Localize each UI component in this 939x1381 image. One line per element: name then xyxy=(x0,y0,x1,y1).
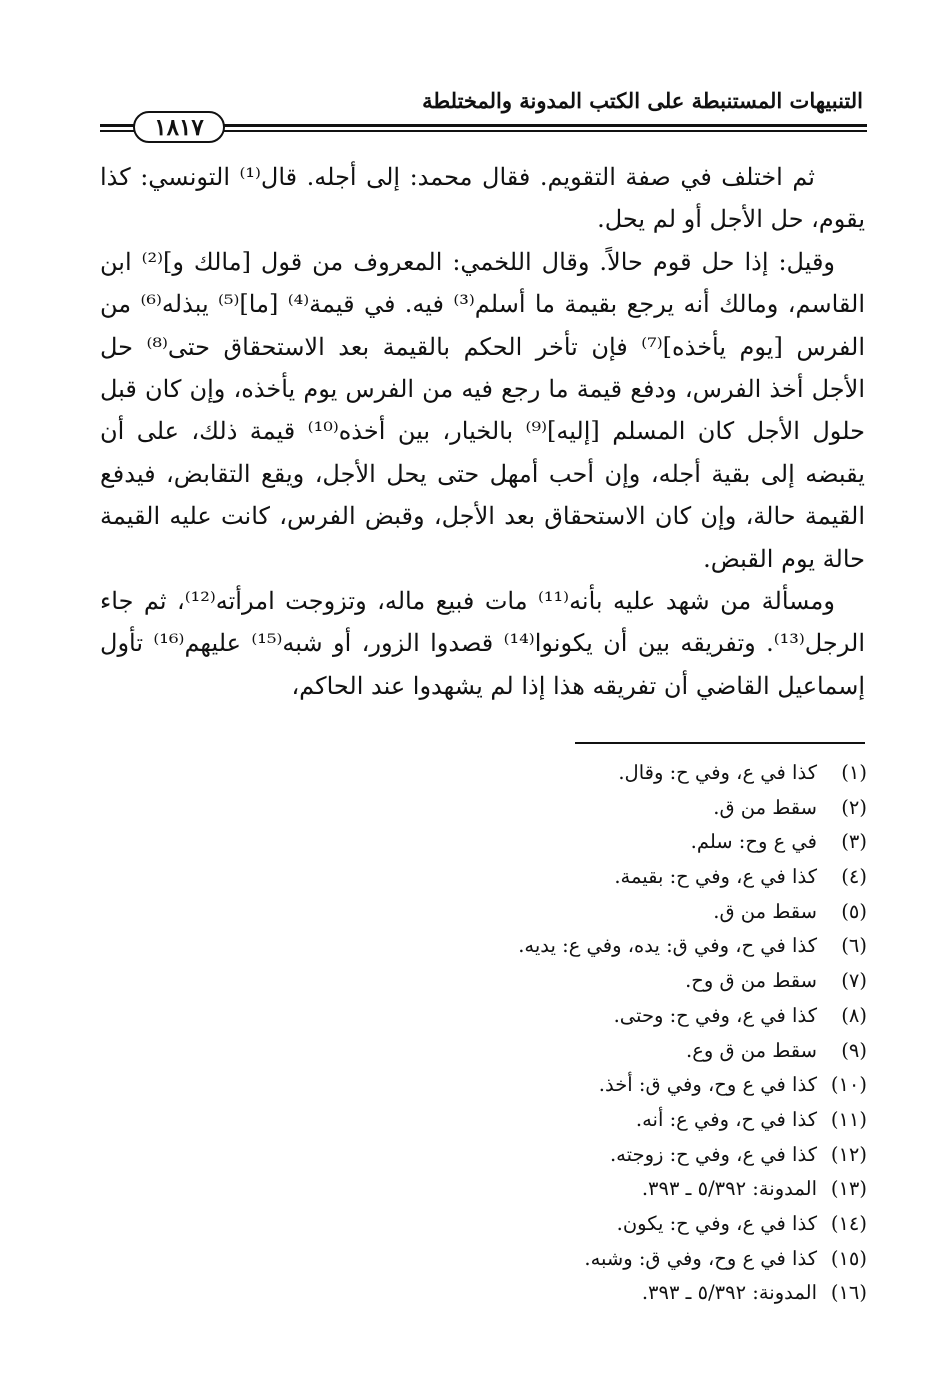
footnote-number: (٨) xyxy=(841,1003,867,1027)
footnote-text: كذا في ح، وفي ق: يده، وفي ع: يديه. xyxy=(518,934,817,958)
footnote-item xyxy=(147,1172,867,1207)
footnote-separator xyxy=(575,742,865,744)
footnote-item xyxy=(147,791,867,826)
footnote-item xyxy=(147,1034,867,1069)
footnote-item xyxy=(147,1276,867,1311)
paragraph: ثم اختلف في صفة التقويم. فقال محمد: إلى أجله. قال⁽¹⁾ التونسي: كذا يقوم، حل الأجل أو لم يحل. xyxy=(100,163,865,234)
footnote-number: (٥) xyxy=(841,899,867,923)
footnote-number: (٤) xyxy=(841,865,867,889)
footnote-number: (٧) xyxy=(841,969,867,993)
footnote-number: (٢) xyxy=(841,795,867,819)
page-number: ١٨١٧ xyxy=(154,113,204,141)
footnote-item xyxy=(147,895,867,930)
footnote-text: كذا في ع، وفي ح: وقال. xyxy=(618,761,817,784)
footnote-number: (٩) xyxy=(841,1038,867,1062)
footnote-number: (٦) xyxy=(841,934,867,958)
running-title: التنبيهات المستنبطة على الكتب المدونة والمختلطة xyxy=(422,88,863,113)
footnote-text: كذا في ع، وفي ح: يكون. xyxy=(616,1211,817,1235)
footnote-number: (١٣) xyxy=(830,1177,867,1201)
page-number-frame xyxy=(133,111,225,143)
footnote-item xyxy=(147,1138,867,1173)
footnote-number: (١٤) xyxy=(830,1211,867,1235)
main-text xyxy=(100,156,865,707)
paragraph: وقيل: إذا حل قوم حالاً. وقال اللخمي: المعروف من قول [مالك و]⁽²⁾ ابن القاسم، ومالك أنه يرجع بقيمة ما أسلم⁽³⁾ فيه. في قيمة⁽⁴⁾ [ما]⁽⁵⁾ يبذله⁽⁶⁾ من الفرس [يوم يأخذه]⁽⁷⁾ فإن تأخر الحكم بالقيمة بعد الاستحقاق حتى⁽⁸⁾ حل الأجل أخذ الفرس، ودفع قيمة ما رجع فيه من الفرس يوم يأخذه، وإن كان قبل حلول الأجل كان المسلم [إليه]⁽⁹⁾ بالخيار، بين أخذه⁽¹⁰⁾ قيمة ذلك، على أن يقبضه إلى بقية أجله، وإن أحب أمهل حتى يحل الأجل، ويقع التقابض، فيدفع القيمة حالة، وإن كان الاستحقاق بعد الأجل، وقبض الفرس، كانت عليه القيمة حالة يوم القبض. xyxy=(100,247,866,573)
footnote-text: المدونة: ٥/٣٩٢ ـ ٣٩٣. xyxy=(641,1281,817,1305)
footnote-item xyxy=(147,964,867,999)
footnote-number: (١٢) xyxy=(830,1142,867,1166)
footnote-item xyxy=(147,1242,867,1277)
footnote-text: في ع وح: سلم. xyxy=(690,830,817,854)
footnote-text: المدونة: ٥/٣٩٢ ـ ٣٩٣. xyxy=(641,1177,817,1201)
footnote-item xyxy=(147,1068,867,1103)
footnote-text: سقط من ق وع. xyxy=(686,1038,817,1062)
footnote-item xyxy=(147,860,867,895)
footnote-item xyxy=(147,1207,867,1242)
footnote-item xyxy=(147,825,867,860)
footnote-text: كذا في ع وح، وفي ق: أخذ. xyxy=(598,1073,817,1097)
footnote-number: (١) xyxy=(841,761,867,784)
footnote-text: كذا في ع، وفي ح: زوجته. xyxy=(609,1142,817,1166)
footnote-number: (١٠) xyxy=(830,1073,867,1097)
footnote-number: (١١) xyxy=(830,1107,867,1131)
footnote-text: كذا في ع وح، وفي ق: وشبه. xyxy=(584,1246,817,1270)
paragraph: ومسألة من شهد عليه بأنه⁽¹¹⁾ مات فبيع ماله، وتزوجت امرأته⁽¹²⁾، ثم جاء الرجل⁽¹³⁾. وتفريقه بين أن يكونوا⁽¹⁴⁾ قصدوا الزور، أو شبه⁽¹⁵⁾ عليهم⁽¹⁶⁾ تأول إسماعيل القاضي أن تفريقه هذا إذا لم يشهدوا عند الحاكم، xyxy=(100,587,865,700)
footnote-text: سقط من ق. xyxy=(713,795,817,819)
footnote-item xyxy=(147,999,867,1034)
footnote-item xyxy=(147,929,867,964)
footnote-number: (٣) xyxy=(841,830,867,854)
footnote-item xyxy=(147,1103,867,1138)
footnote-text: كذا في ع، وفي ح: وحتى. xyxy=(613,1003,817,1027)
footnote-number: (١٥) xyxy=(830,1246,867,1270)
footnotes-list xyxy=(147,756,867,1311)
footnote-text: كذا في ع، وفي ح: بقيمة. xyxy=(614,865,817,889)
footnote-item xyxy=(147,756,867,791)
footnote-text: سقط من ق. xyxy=(713,899,817,923)
footnote-text: كذا في ح، وفي ع: أنه. xyxy=(635,1107,817,1131)
footnote-text: سقط من ق وح. xyxy=(685,969,817,993)
footnote-number: (١٦) xyxy=(830,1281,867,1305)
